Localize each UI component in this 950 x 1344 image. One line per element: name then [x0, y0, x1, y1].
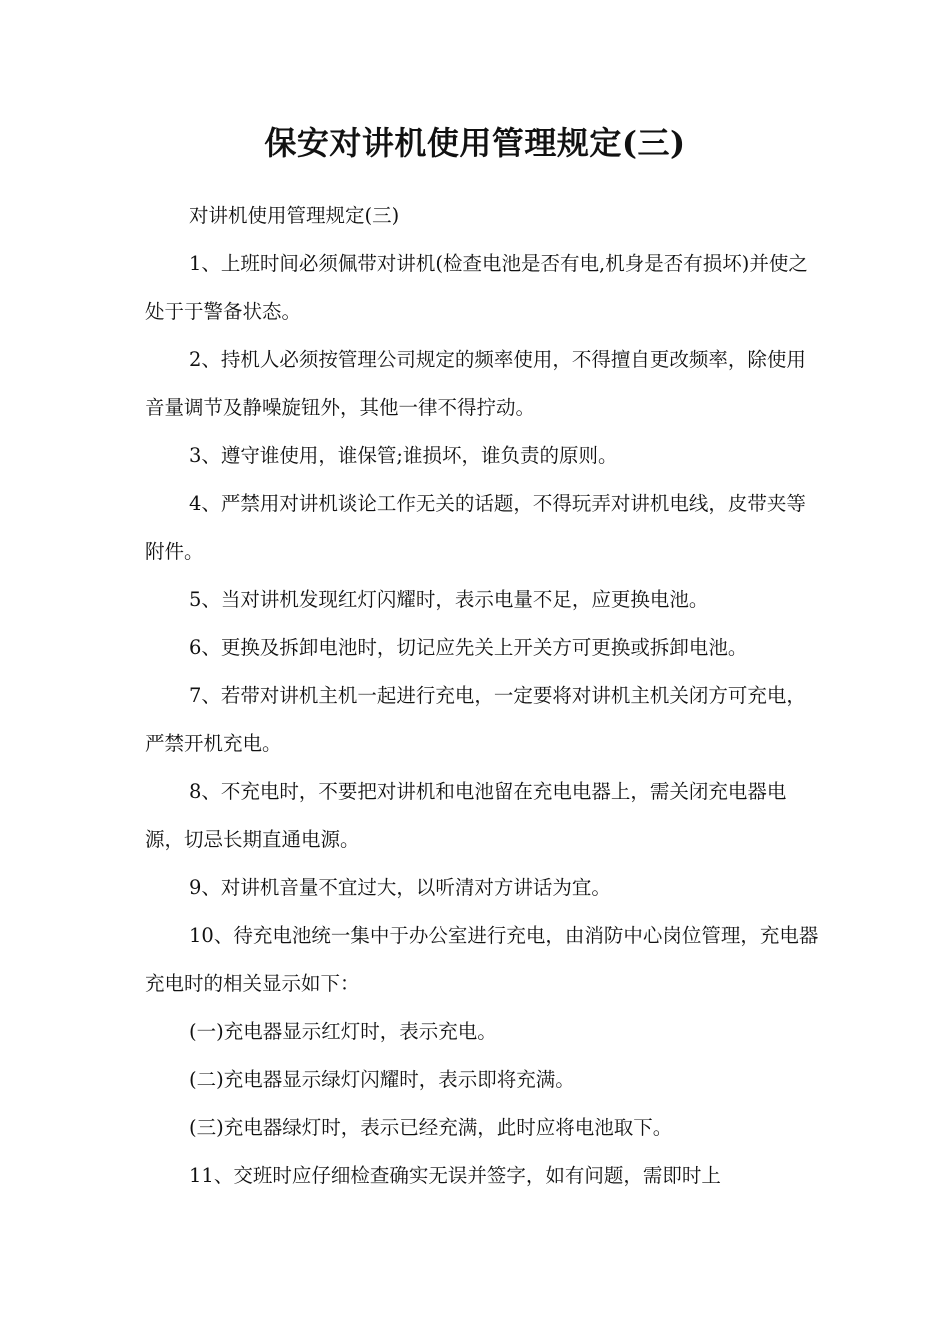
- paragraph: 11、交班时应仔细检查确实无误并签字，如有问题，需即时上: [189, 1164, 721, 1187]
- paragraph: 8、不充电时，不要把对讲机和电池留在充电电器上，需关闭充电器电源，切忌长期直通电源。: [145, 780, 787, 851]
- paragraph: (三)充电器绿灯时，表示已经充满，此时应将电池取下。: [189, 1116, 673, 1139]
- document-title: 保安对讲机使用管理规定(三): [264, 124, 686, 162]
- paragraph: 4、严禁用对讲机谈论工作无关的话题，不得玩弄对讲机电线，皮带夹等附件。: [145, 492, 806, 563]
- paragraph: 对讲机使用管理规定(三): [189, 204, 400, 227]
- paragraph: 5、当对讲机发现红灯闪耀时，表示电量不足，应更换电池。: [189, 588, 709, 611]
- paragraph: 2、持机人必须按管理公司规定的频率使用，不得擅自更改频率，除使用音量调节及静噪旋钮外，其他一律不得拧动。: [145, 348, 806, 419]
- paragraph: 7、若带对讲机主机一起进行充电，一定要将对讲机主机关闭方可充电，严禁开机充电。: [145, 684, 806, 755]
- paragraph: (二)充电器显示绿灯闪耀时，表示即将充满。: [189, 1068, 575, 1091]
- paragraph: 3、遵守谁使用，谁保管;谁损坏，谁负责的原则。: [189, 444, 618, 467]
- paragraph: 10、待充电池统一集中于办公室进行充电，由消防中心岗位管理，充电器充电时的相关显示如下：: [145, 924, 819, 995]
- paragraph: 1、上班时间必须佩带对讲机(检查电池是否有电,机身是否有损坏)并使之处于于警备状态。: [145, 252, 808, 323]
- paragraph: (一)充电器显示红灯时，表示充电。: [189, 1020, 497, 1043]
- paragraph: 9、对讲机音量不宜过大，以听清对方讲话为宜。: [189, 876, 611, 899]
- document-body: [145, 192, 820, 1200]
- paragraph: 6、更换及拆卸电池时，切记应先关上开关方可更换或拆卸电池。: [189, 636, 748, 659]
